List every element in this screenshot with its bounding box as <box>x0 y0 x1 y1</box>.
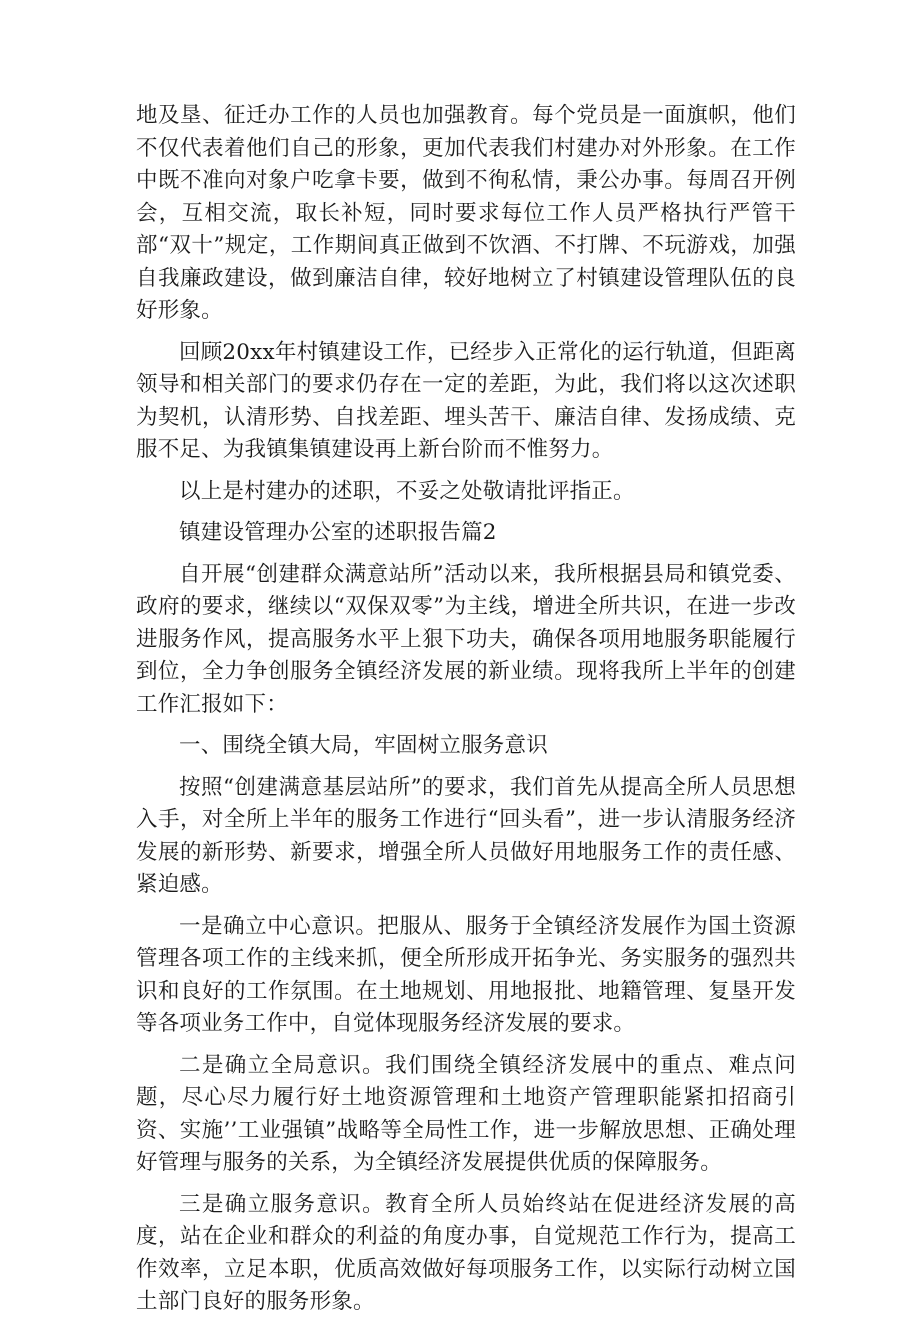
paragraph-intro: 自开展“创建群众满意站所”活动以来，我所根据县局和镇党委、政府的要求，继续以“双保双零”为主线，增进全所共识，在进一步改进服务作风，提高服务水平上狠下功夫，确保各项用地服务职能履行到位，全力争创服务全镇经济发展的新业绩。现将我所上半年的创建工作汇报如下： <box>136 561 796 717</box>
section-title: 镇建设管理办公室的述职报告篇2 <box>179 520 497 545</box>
paragraph-overall-awareness: 二是确立全局意识。我们围绕全镇经济发展中的重点、难点问题，尽心尽力履行好土地资源管理和土地资产管理职能紧扣招商引资、实施’’工业强镇”战略等全局性工作，进一步解放思想、正确处理好管理与服务的关系，为全镇经济发展提供优质的保障服务。 <box>136 1052 796 1175</box>
paragraph-closing: 以上是村建办的述职，不妥之处敬请批评指正。 <box>179 478 635 504</box>
subsection-heading: 一、围绕全镇大局，牢固树立服务意识 <box>179 733 548 758</box>
paragraph-center-awareness: 一是确立中心意识。把服从、服务于全镇经济发展作为国土资源管理各项工作的主线来抓，便全所形成开拓争光、务实服务的强烈共识和良好的工作氛围。在土地规划、用地报批、地籍管理、复垦开发等各项业务工作中，自觉体现服务经济发展的要求。 <box>136 913 796 1036</box>
paragraph-continuation: 地及垦、征迁办工作的人员也加强教育。每个党员是一面旗帜，他们不仅代表着他们自己的形象，更加代表我们村建办对外形象。在工作中既不准向对象户吃拿卡要，做到不徇私情，秉公办事。每周召开例会，互相交流，取长补短，同时要求每位工作人员严格执行严管干部“双十”规定，工作期间真正做到不饮酒、不打牌、不玩游戏，加强自我廉政建设，做到廉洁自律，较好地树立了村镇建设管理队伍的良好形象。 <box>136 103 796 323</box>
paragraph-requirement: 按照“创建满意基层站所”的要求，我们首先从提高全所人员思想入手，对全所上半年的服务工作进行“回头看”，进一步认清服务经济发展的新形势、新要求，增强全所人员做好用地服务工作的责任感、紧迫感。 <box>136 774 796 897</box>
document-body <box>136 100 796 1328</box>
paragraph-service-awareness: 三是确立服务意识。教育全所人员始终站在促进经济发展的高度，站在企业和群众的利益的角度办事，自觉规范工作行为，提高工作效率，立足本职，优质高效做好每项服务工作，以实际行动树立国土部门良好的服务形象。 <box>136 1191 796 1314</box>
paragraph-review: 回顾20xx年村镇建设工作，已经步入正常化的运行轨道，但距离领导和相关部门的要求仍存在一定的差距，为此，我们将以这次述职为契机，认清形势、自找差距、埋头苦干、廉洁自律、发扬成绩、克服不足、为我镇集镇建设再上新台阶而不惟努力。 <box>136 339 796 462</box>
